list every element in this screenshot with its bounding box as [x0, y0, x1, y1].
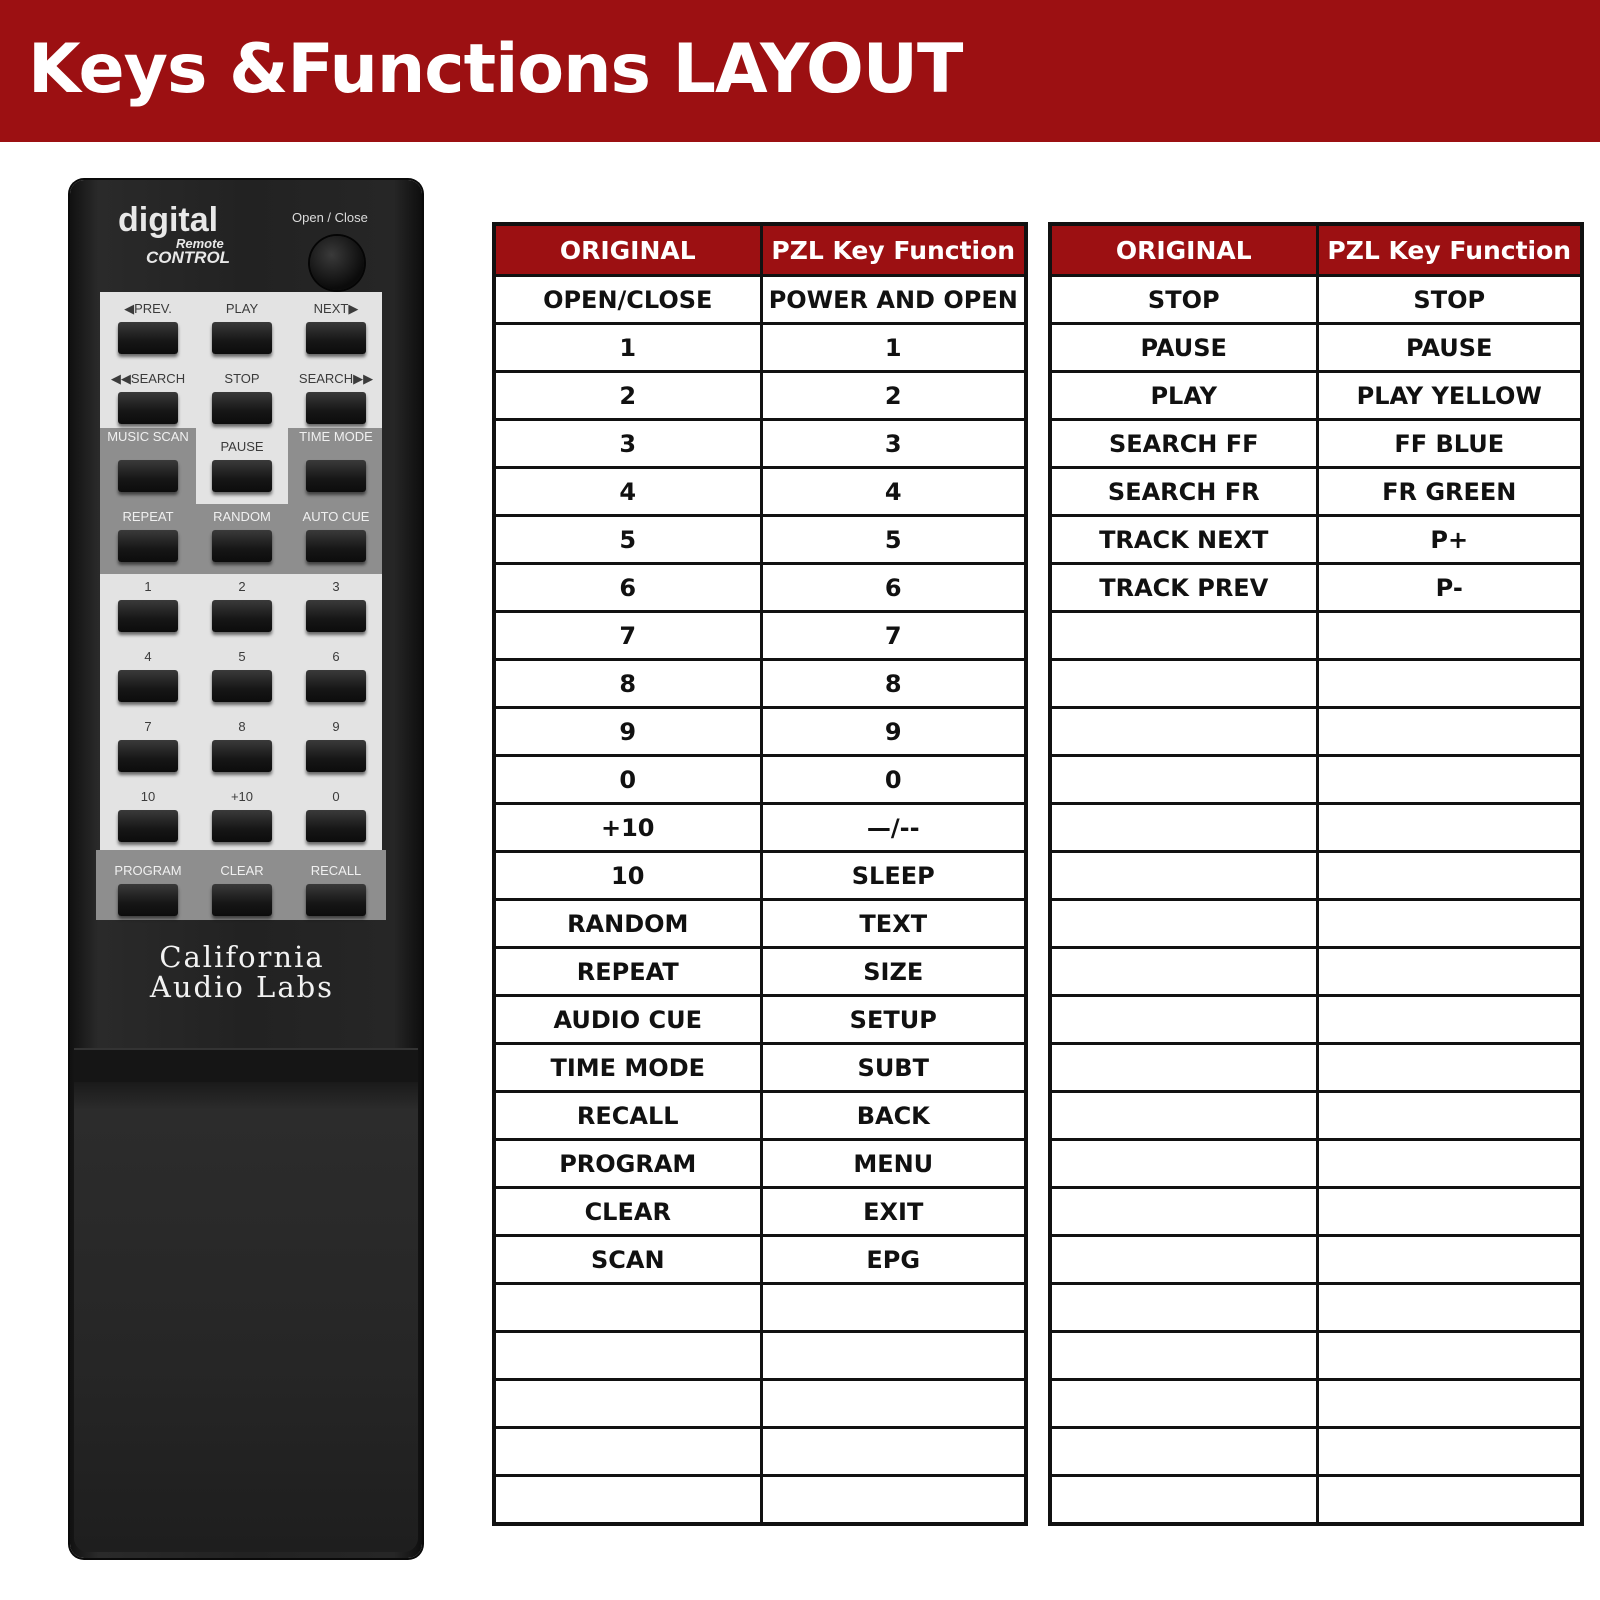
table-row	[494, 852, 1026, 900]
table-row	[494, 1236, 1026, 1284]
remote-button	[306, 740, 366, 772]
table-row	[494, 900, 1026, 948]
pzl-function-cell: 0	[761, 756, 1026, 804]
remote-button	[306, 322, 366, 354]
original-key-cell	[1050, 1188, 1317, 1236]
remote-button	[118, 530, 178, 562]
original-key-cell	[1050, 1380, 1317, 1428]
original-key-cell	[1050, 1332, 1317, 1380]
pzl-function-cell: EPG	[761, 1236, 1026, 1284]
remote-button	[212, 670, 272, 702]
remote-button-label: TIME MODE	[299, 429, 373, 444]
remote-button-label: 10	[140, 789, 156, 804]
remote-button-label: REPEAT	[122, 509, 174, 524]
original-key-cell	[1050, 948, 1317, 996]
pzl-function-cell: TEXT	[761, 900, 1026, 948]
remote-button-label: ◀PREV.	[124, 301, 172, 316]
original-key-cell: 4	[494, 468, 761, 516]
original-key-cell	[1050, 1428, 1317, 1476]
pzl-function-cell: 3	[761, 420, 1026, 468]
remote-button	[306, 670, 366, 702]
column-header-original: ORIGINAL	[494, 224, 761, 276]
original-key-cell	[494, 1476, 761, 1525]
remote-button	[306, 392, 366, 424]
remote-button-label: RECALL	[310, 863, 362, 878]
remote-button	[306, 530, 366, 562]
pzl-function-cell: FF BLUE	[1317, 420, 1582, 468]
brand-control: CONTROL	[146, 248, 231, 267]
table-row	[494, 420, 1026, 468]
remote-button	[118, 810, 178, 842]
remote-button	[118, 600, 178, 632]
original-key-cell: OPEN/CLOSE	[494, 276, 761, 324]
original-key-cell: SEARCH FF	[1050, 420, 1317, 468]
original-key-cell: 7	[494, 612, 761, 660]
table-row	[494, 1140, 1026, 1188]
original-key-cell: 8	[494, 660, 761, 708]
pzl-function-cell	[761, 1476, 1026, 1525]
table-row	[1050, 1140, 1582, 1188]
table-row	[1050, 1332, 1582, 1380]
table-row	[494, 1380, 1026, 1428]
remote-button-label: 1	[144, 579, 152, 594]
table-header-row	[1050, 224, 1582, 276]
key-mapping-table-right	[1048, 222, 1584, 1526]
remote-button	[306, 884, 366, 916]
pzl-function-cell: SLEEP	[761, 852, 1026, 900]
original-key-cell	[1050, 804, 1317, 852]
table-row	[494, 1428, 1026, 1476]
pzl-function-cell	[1317, 1284, 1582, 1332]
pzl-function-cell: P-	[1317, 564, 1582, 612]
original-key-cell	[1050, 708, 1317, 756]
header-banner	[0, 0, 1600, 142]
original-key-cell: PLAY	[1050, 372, 1317, 420]
table-row	[494, 660, 1026, 708]
remote-button-label: 6	[332, 649, 340, 664]
table-row	[494, 804, 1026, 852]
original-key-cell: 0	[494, 756, 761, 804]
table-row	[494, 1476, 1026, 1525]
pzl-function-cell	[1317, 1140, 1582, 1188]
pzl-function-cell: EXIT	[761, 1188, 1026, 1236]
brand-california: California	[159, 940, 325, 974]
original-key-cell	[494, 1284, 761, 1332]
table-row	[1050, 324, 1582, 372]
column-header-pzl-function: PZL Key Function	[1317, 224, 1582, 276]
remote-button	[306, 460, 366, 492]
original-key-cell: RECALL	[494, 1092, 761, 1140]
pzl-function-cell: 9	[761, 708, 1026, 756]
pzl-function-cell: FR GREEN	[1317, 468, 1582, 516]
remote-button	[212, 740, 272, 772]
original-key-cell	[1050, 756, 1317, 804]
table-row	[1050, 1188, 1582, 1236]
column-header-pzl-function: PZL Key Function	[761, 224, 1026, 276]
table-row	[494, 1092, 1026, 1140]
pzl-function-cell: POWER AND OPEN	[761, 276, 1026, 324]
table-row	[1050, 804, 1582, 852]
table-row	[494, 1044, 1026, 1092]
table-row	[1050, 1236, 1582, 1284]
page-title: Keys &Functions LAYOUT	[28, 30, 963, 109]
remote-button	[118, 322, 178, 354]
remote-button	[212, 392, 272, 424]
original-key-cell: 1	[494, 324, 761, 372]
table-row	[494, 516, 1026, 564]
pzl-function-cell	[761, 1380, 1026, 1428]
pzl-function-cell	[1317, 1332, 1582, 1380]
pzl-function-cell: 7	[761, 612, 1026, 660]
pzl-function-cell: MENU	[761, 1140, 1026, 1188]
table-row	[1050, 1476, 1582, 1525]
original-key-cell: 10	[494, 852, 761, 900]
table-row	[1050, 660, 1582, 708]
remote-button	[118, 884, 178, 916]
pzl-function-cell: SETUP	[761, 996, 1026, 1044]
remote-button-label: 0	[332, 789, 340, 804]
original-key-cell: 9	[494, 708, 761, 756]
pzl-function-cell	[1317, 900, 1582, 948]
pzl-function-cell	[761, 1428, 1026, 1476]
original-key-cell: 5	[494, 516, 761, 564]
remote-button-label: NEXT▶	[313, 301, 359, 316]
remote-control	[70, 180, 422, 1558]
pzl-function-cell: 6	[761, 564, 1026, 612]
original-key-cell	[1050, 1140, 1317, 1188]
pzl-function-cell: 5	[761, 516, 1026, 564]
remote-battery-cover	[74, 1082, 418, 1552]
original-key-cell: REPEAT	[494, 948, 761, 996]
table-row	[1050, 1428, 1582, 1476]
pzl-function-cell	[1317, 996, 1582, 1044]
table-row	[1050, 756, 1582, 804]
remote-button-label: 7	[144, 719, 152, 734]
pzl-function-cell	[1317, 1380, 1582, 1428]
pzl-function-cell	[1317, 1092, 1582, 1140]
pzl-function-cell: BACK	[761, 1092, 1026, 1140]
pzl-function-cell	[1317, 948, 1582, 996]
remote-button	[118, 392, 178, 424]
remote-button-label: 3	[332, 579, 340, 594]
remote-button-label: 4	[144, 649, 152, 664]
remote-button-label: STOP	[224, 371, 260, 386]
pzl-function-cell: 2	[761, 372, 1026, 420]
table-row	[494, 756, 1026, 804]
original-key-cell	[494, 1428, 761, 1476]
remote-button-label: ◀◀SEARCH	[110, 371, 186, 386]
original-key-cell	[1050, 1236, 1317, 1284]
remote-button	[118, 460, 178, 492]
remote-button	[118, 740, 178, 772]
table-row	[1050, 420, 1582, 468]
pzl-function-cell	[1317, 1044, 1582, 1092]
pzl-function-cell	[1317, 1476, 1582, 1525]
remote-button-label: MUSIC SCAN	[107, 429, 189, 444]
remote-button-label: PAUSE	[220, 439, 264, 454]
pzl-function-cell: SIZE	[761, 948, 1026, 996]
pzl-function-cell: PAUSE	[1317, 324, 1582, 372]
original-key-cell: TRACK NEXT	[1050, 516, 1317, 564]
remote-seam	[74, 1048, 418, 1084]
brand-digital: digital	[118, 201, 219, 239]
remote-button	[306, 810, 366, 842]
table-row	[494, 324, 1026, 372]
remote-button-label: RANDOM	[213, 509, 271, 524]
original-key-cell	[1050, 1092, 1317, 1140]
table-row	[494, 1284, 1026, 1332]
table-row	[1050, 564, 1582, 612]
table-row	[1050, 1044, 1582, 1092]
remote-button-label: AUTO CUE	[302, 509, 370, 524]
original-key-cell	[1050, 996, 1317, 1044]
remote-button-label: CLEAR	[220, 863, 264, 878]
remote-button	[212, 600, 272, 632]
original-key-cell	[1050, 1044, 1317, 1092]
table-header-row	[494, 224, 1026, 276]
table-row	[1050, 612, 1582, 660]
table-row	[494, 708, 1026, 756]
brand-audio-labs: Audio Labs	[149, 970, 335, 1004]
table-row	[494, 996, 1026, 1044]
pzl-function-cell: SUBT	[761, 1044, 1026, 1092]
original-key-cell: PAUSE	[1050, 324, 1317, 372]
original-key-cell: CLEAR	[494, 1188, 761, 1236]
remote-button	[212, 530, 272, 562]
pzl-function-cell	[1317, 1188, 1582, 1236]
pzl-function-cell: P+	[1317, 516, 1582, 564]
column-header-original: ORIGINAL	[1050, 224, 1317, 276]
table-row	[1050, 276, 1582, 324]
open-close-knob	[310, 236, 364, 290]
original-key-cell: AUDIO CUE	[494, 996, 761, 1044]
pzl-function-cell: PLAY YELLOW	[1317, 372, 1582, 420]
pzl-function-cell: 1	[761, 324, 1026, 372]
table-row	[1050, 1092, 1582, 1140]
pzl-function-cell: 4	[761, 468, 1026, 516]
original-key-cell	[1050, 1476, 1317, 1525]
key-mapping-table-left	[492, 222, 1028, 1526]
original-key-cell	[1050, 660, 1317, 708]
table-row	[1050, 708, 1582, 756]
table-row	[1050, 1284, 1582, 1332]
original-key-cell	[494, 1380, 761, 1428]
table-row	[1050, 468, 1582, 516]
remote-button-label: 8	[238, 719, 246, 734]
table-row	[494, 612, 1026, 660]
table-row	[494, 468, 1026, 516]
pzl-function-cell	[1317, 804, 1582, 852]
original-key-cell	[1050, 900, 1317, 948]
remote-button	[212, 322, 272, 354]
pzl-function-cell	[1317, 852, 1582, 900]
table-row	[494, 948, 1026, 996]
remote-button	[212, 460, 272, 492]
original-key-cell: TIME MODE	[494, 1044, 761, 1092]
table-row	[494, 1332, 1026, 1380]
pzl-function-cell	[761, 1284, 1026, 1332]
original-key-cell: STOP	[1050, 276, 1317, 324]
original-key-cell: TRACK PREV	[1050, 564, 1317, 612]
remote-button-label: 2	[238, 579, 246, 594]
remote-button-label: PROGRAM	[114, 863, 182, 878]
table-row	[1050, 900, 1582, 948]
original-key-cell	[1050, 612, 1317, 660]
original-key-cell: +10	[494, 804, 761, 852]
pzl-function-cell: —/--	[761, 804, 1026, 852]
pzl-function-cell	[1317, 756, 1582, 804]
remote-button	[118, 670, 178, 702]
pzl-function-cell	[1317, 660, 1582, 708]
table-row	[1050, 948, 1582, 996]
remote-button	[306, 600, 366, 632]
pzl-function-cell: 8	[761, 660, 1026, 708]
pzl-function-cell	[1317, 1236, 1582, 1284]
table-row	[1050, 852, 1582, 900]
table-row	[494, 1188, 1026, 1236]
remote-button	[212, 810, 272, 842]
original-key-cell: 2	[494, 372, 761, 420]
table-row	[1050, 516, 1582, 564]
original-key-cell: SCAN	[494, 1236, 761, 1284]
pzl-function-cell	[761, 1332, 1026, 1380]
remote-button-label: +10	[230, 789, 254, 804]
table-row	[494, 564, 1026, 612]
remote-button-label: PLAY	[225, 301, 259, 316]
remote-button	[212, 884, 272, 916]
pzl-function-cell	[1317, 612, 1582, 660]
original-key-cell: RANDOM	[494, 900, 761, 948]
table-row	[494, 372, 1026, 420]
original-key-cell: SEARCH FR	[1050, 468, 1317, 516]
pzl-function-cell	[1317, 1428, 1582, 1476]
table-row	[494, 276, 1026, 324]
original-key-cell	[1050, 852, 1317, 900]
original-key-cell: 6	[494, 564, 761, 612]
table-row	[1050, 1380, 1582, 1428]
open-close-label: Open / Close	[292, 210, 368, 225]
original-key-cell: PROGRAM	[494, 1140, 761, 1188]
pzl-function-cell	[1317, 708, 1582, 756]
remote-button-label: SEARCH▶▶	[298, 371, 374, 386]
original-key-cell	[1050, 1284, 1317, 1332]
table-row	[1050, 996, 1582, 1044]
brand-remote: Remote	[176, 236, 224, 251]
original-key-cell: 3	[494, 420, 761, 468]
table-row	[1050, 372, 1582, 420]
remote-button-label: 9	[332, 719, 340, 734]
remote-button-label: 5	[238, 649, 246, 664]
original-key-cell	[494, 1332, 761, 1380]
pzl-function-cell: STOP	[1317, 276, 1582, 324]
